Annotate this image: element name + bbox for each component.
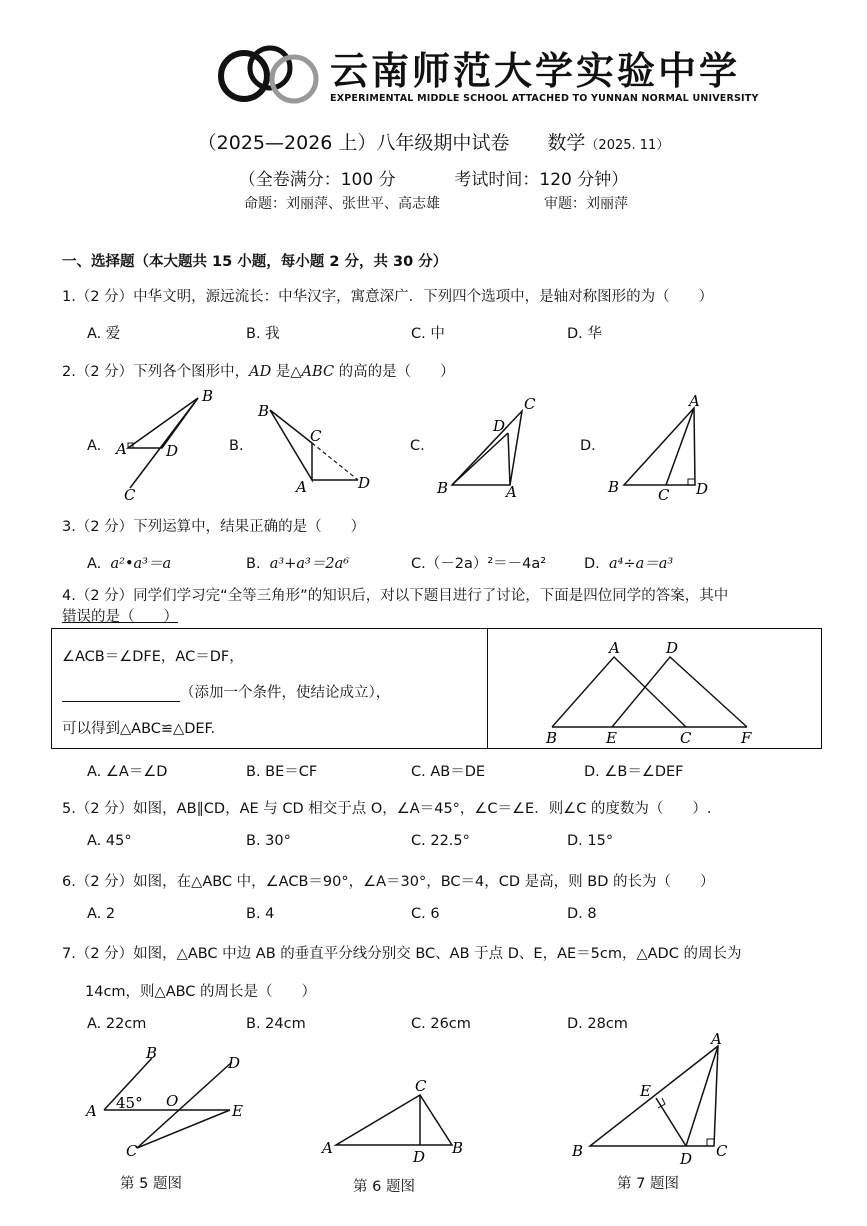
q7-option-b: B. 24cm bbox=[246, 1016, 306, 1032]
q5-option-b: B. 30° bbox=[246, 833, 291, 849]
q3-option-c bbox=[411, 552, 546, 573]
question-4-stem-2: 错误的是（ ） bbox=[62, 609, 178, 625]
fig5-label-o: O bbox=[166, 1092, 179, 1110]
q2-figure-b bbox=[270, 410, 312, 480]
q2d-label-a: A bbox=[689, 392, 700, 410]
question-2-stem bbox=[62, 360, 455, 381]
fig5-label-a: A bbox=[86, 1102, 97, 1120]
setters: 命题：刘丽萍、张世平、高志雄 bbox=[244, 196, 440, 212]
q2a-label-c: C bbox=[124, 486, 136, 503]
q3-option-c-text: （－2a）²＝－4a² bbox=[425, 556, 547, 572]
fig6-label-b: B bbox=[452, 1139, 464, 1157]
figure-7-caption: 第 7 题图 bbox=[617, 1176, 679, 1192]
q2-option-c: C. bbox=[410, 438, 425, 454]
q2-stem-post: 的高的是（ ） bbox=[334, 364, 455, 380]
q3-option-d-label: D. bbox=[584, 556, 600, 572]
q4-label-a: A bbox=[609, 639, 620, 657]
q3-option-a-label: A. bbox=[87, 556, 102, 572]
figure-5-caption: 第 5 题图 bbox=[120, 1176, 182, 1192]
fig6-label-a: A bbox=[322, 1139, 333, 1157]
q2b-label-c: C bbox=[310, 427, 322, 445]
q4-problem-box bbox=[51, 628, 822, 749]
reviewer: 审题：刘丽萍 bbox=[544, 196, 628, 212]
question-7-stem: 7.（2 分）如图，△ABC 中边 AB 的垂直平分线分别交 BC、AB 于点 D、E，AE＝5cm，△ADC 的周长为 bbox=[62, 946, 742, 962]
fig7-label-e: E bbox=[640, 1082, 651, 1100]
q3-option-a bbox=[87, 552, 171, 573]
q3-option-b-text: a³+a³＝2a⁶ bbox=[269, 556, 350, 572]
exam-info bbox=[0, 165, 867, 190]
q2c-label-b: B bbox=[437, 479, 449, 497]
school-logo-rings bbox=[218, 44, 323, 106]
fig7-label-c: C bbox=[716, 1142, 728, 1160]
exam-time: 考试时间：120 分钟） bbox=[454, 170, 629, 190]
q5-option-d: D. 15° bbox=[567, 833, 614, 849]
fig6-label-c: C bbox=[415, 1077, 427, 1095]
q2a-label-b: B bbox=[202, 388, 214, 405]
q1-option-d: D. 华 bbox=[567, 326, 602, 342]
q4-option-d: D. ∠B＝∠DEF bbox=[584, 764, 684, 780]
q2-option-d: D. bbox=[580, 438, 596, 454]
q2a-label-d: D bbox=[166, 442, 179, 460]
q2-option-a: A. bbox=[87, 438, 102, 454]
q3-option-b-label: B. bbox=[246, 556, 261, 572]
q6-option-c: C. 6 bbox=[411, 906, 440, 922]
q1-option-a: A. 爱 bbox=[87, 326, 121, 342]
q2b-label-d: D bbox=[358, 474, 371, 492]
q4-box-line-3: 可以得到△ABC≌△DEF. bbox=[62, 721, 216, 737]
q2-stem-ad: AD bbox=[249, 364, 272, 380]
q4-option-b: B. BE＝CF bbox=[246, 764, 318, 780]
question-5-stem: 5.（2 分）如图，AB∥CD，AE 与 CD 相交于点 O，∠A＝45°，∠C＝∠E．则∠C 的度数为（ ）. bbox=[62, 801, 712, 817]
q2c-label-c: C bbox=[524, 395, 536, 413]
fig6-label-d: D bbox=[413, 1148, 426, 1166]
fig7-label-d: D bbox=[680, 1150, 693, 1168]
school-name-cn: 云南师范大学实验中学 bbox=[330, 48, 741, 93]
q4-label-c: C bbox=[680, 729, 692, 747]
fig5-angle-45: 45° bbox=[116, 1094, 143, 1112]
q3-option-c-label: C. bbox=[411, 556, 426, 572]
fig7-label-a: A bbox=[711, 1030, 722, 1048]
q2b-label-a: A bbox=[296, 478, 307, 496]
fig5-label-b: B bbox=[146, 1044, 158, 1062]
q6-option-b: B. 4 bbox=[246, 906, 275, 922]
q4-label-d: D bbox=[666, 639, 679, 657]
figure-q5 bbox=[82, 1040, 262, 1165]
q1-option-c: C. 中 bbox=[411, 326, 445, 342]
q3-option-d bbox=[584, 552, 673, 573]
figure-q6 bbox=[318, 1075, 473, 1170]
q3-option-a-text: a²•a³＝a bbox=[110, 556, 172, 572]
q2-figure-d bbox=[600, 390, 720, 502]
q5-option-c: C. 22.5° bbox=[411, 833, 470, 849]
q4-box-line-1: ∠ACB＝∠DFE，AC＝DF， bbox=[62, 649, 244, 665]
question-1-stem: 1.（2 分）中华文明，源远流长：中华汉字，寓意深广．下列四个选项中，是轴对称图形的为（ ） bbox=[62, 289, 714, 305]
full-marks: （全卷满分：100 分 bbox=[238, 170, 396, 190]
q4-box-line-2 bbox=[62, 681, 390, 702]
fig5-label-c: C bbox=[126, 1142, 138, 1160]
q4-label-b: B bbox=[546, 729, 558, 747]
q5-option-a: A. 45° bbox=[87, 833, 132, 849]
q2-figure-a bbox=[110, 388, 220, 503]
q4-option-c: C. AB＝DE bbox=[411, 764, 486, 780]
q2c-label-d: D bbox=[493, 417, 506, 435]
fig5-label-e: E bbox=[232, 1102, 243, 1120]
q1-option-b: B. 我 bbox=[246, 326, 280, 342]
question-3-stem: 3.（2 分）下列运算中，结果正确的是（ ） bbox=[62, 519, 366, 535]
section-heading: 一、选择题（本大题共 15 小题，每小题 2 分，共 30 分） bbox=[62, 254, 448, 270]
q4-label-f: F bbox=[741, 729, 752, 747]
q2-option-b: B. bbox=[229, 438, 244, 454]
fig7-label-b: B bbox=[572, 1142, 584, 1160]
fig5-label-d: D bbox=[228, 1054, 241, 1072]
q4-box-divider bbox=[487, 629, 488, 748]
q3-option-d-text: a⁴÷a＝a³ bbox=[609, 556, 674, 572]
q3-option-b bbox=[246, 552, 349, 573]
q4-option-a: A. ∠A＝∠D bbox=[87, 764, 168, 780]
question-7-stem-2: 14cm，则△ABC 的周长是（ ） bbox=[85, 984, 317, 1000]
q7-option-a: A. 22cm bbox=[87, 1016, 147, 1032]
exam-title-main: （2025—2026 上）八年级期中试卷 数学 bbox=[197, 132, 586, 154]
exam-date: （2025. 11） bbox=[585, 138, 670, 153]
q2-stem-abc: ABC bbox=[301, 364, 335, 380]
q7-option-c: C. 26cm bbox=[411, 1016, 471, 1032]
question-6-stem: 6.（2 分）如图，在△ABC 中，∠ACB＝90°，∠A＝30°，BC＝4，CD 是高，则 BD 的长为（ ） bbox=[62, 874, 715, 890]
q2d-label-b: B bbox=[608, 478, 620, 496]
q2b-label-b: B bbox=[258, 402, 270, 420]
figure-6-caption: 第 6 题图 bbox=[353, 1179, 415, 1195]
q2a-label-a: A bbox=[116, 440, 127, 458]
q4-figure bbox=[542, 639, 762, 749]
figure-q7 bbox=[568, 1028, 743, 1168]
q2c-label-a: A bbox=[506, 483, 517, 501]
q2-stem-pre: 2.（2 分）下列各个图形中， bbox=[62, 364, 250, 380]
q6-option-a: A. 2 bbox=[87, 906, 116, 922]
q4-label-e: E bbox=[606, 729, 617, 747]
q4-box-line-2-text: （添加一个条件，使结论成立）， bbox=[180, 685, 391, 701]
question-4-stem: 4.（2 分）同学们学习完“全等三角形”的知识后，对以下题目进行了讨论，下面是四位同学的答案，其中 bbox=[62, 588, 729, 604]
school-name-en: EXPERIMENTAL MIDDLE SCHOOL ATTACHED TO YUNNAN NORMAL UNIVERSITY bbox=[330, 93, 759, 104]
q2d-label-d: D bbox=[696, 480, 709, 498]
q2-figure-c bbox=[430, 393, 550, 501]
q4-answer-blank[interactable] bbox=[62, 687, 180, 702]
exam-title bbox=[0, 128, 867, 155]
q2d-label-c: C bbox=[658, 486, 670, 502]
q2-stem-mid: 是△ bbox=[271, 364, 302, 380]
q7-option-d: D. 28cm bbox=[567, 1016, 628, 1032]
q6-option-d: D. 8 bbox=[567, 906, 597, 922]
